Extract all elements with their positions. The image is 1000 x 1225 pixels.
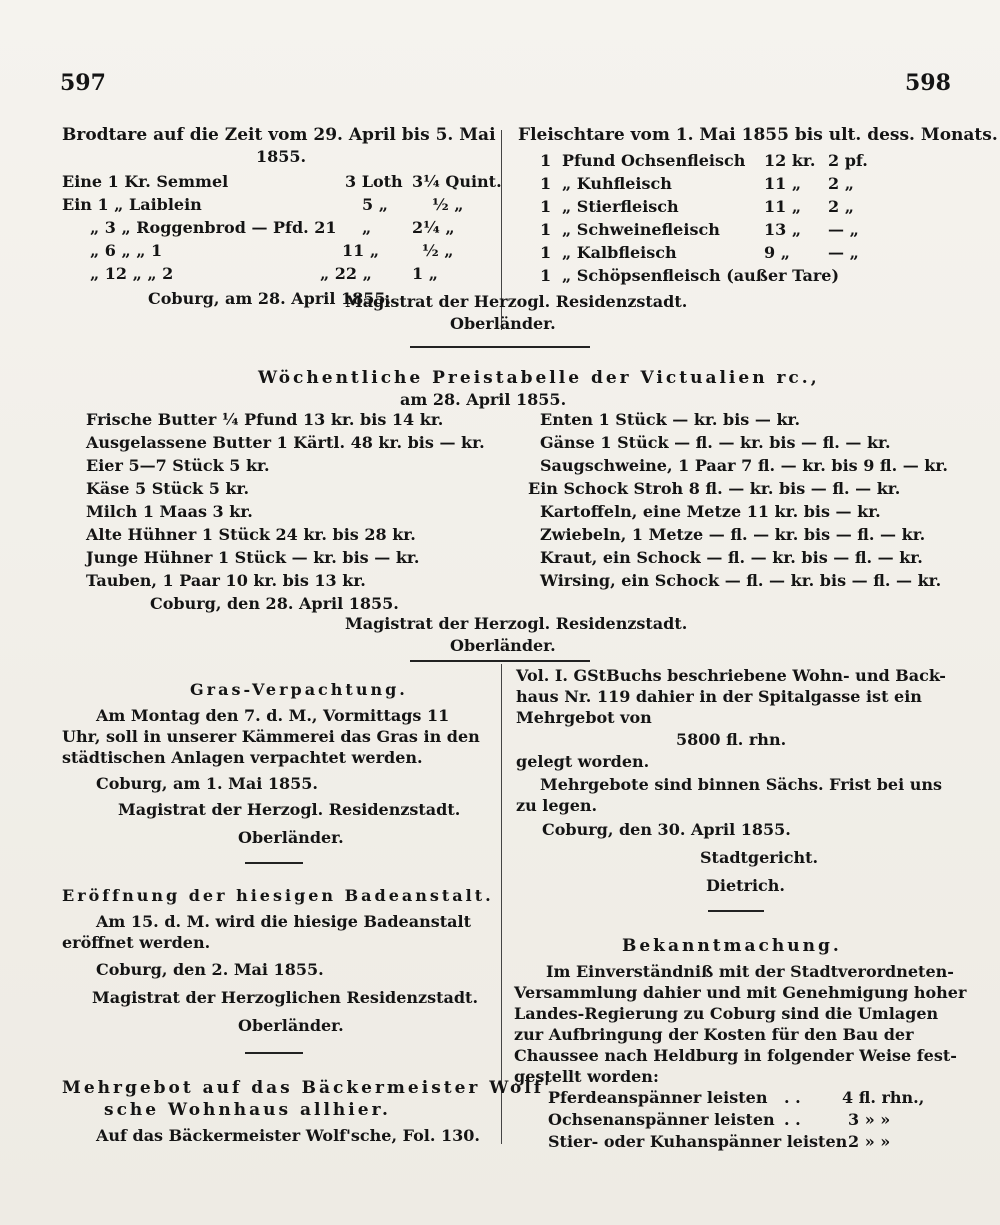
signature-authority: Magistrat der Herzogl. Residenzstadt. [345, 292, 688, 311]
price-item-right: Saugschweine, 1 Paar 7 fl. — kr. bis 9 fl. — kr. [540, 456, 948, 475]
badeanstalt-place-date: Coburg, den 2. Mai 1855. [96, 960, 324, 979]
price-item-left: Eier 5—7 Stück 5 kr. [86, 456, 270, 475]
gras-body-line: Am Montag den 7. d. M., Vormittags 11 [96, 706, 450, 725]
price-item-right: Kraut, ein Schock — fl. — kr. bis — fl. — kr. [540, 548, 923, 567]
page-number-right: 598 [905, 70, 951, 96]
price-item-right: Ein Schock Stroh 8 fl. — kr. bis — fl. — kr. [528, 479, 901, 498]
separator-dash [245, 1052, 303, 1054]
signature-name: Oberländer. [450, 636, 556, 655]
mehrgebot-title-line2: sche Wohnhaus allhier. [104, 1100, 391, 1120]
mehrgebot-name: Dietrich. [706, 876, 785, 895]
gras-title: Gras-Verpachtung. [190, 680, 408, 699]
mehrgebot-body-start: Auf das Bäckermeister Wolf'sche, Fol. 130. [96, 1126, 480, 1145]
section-rule [410, 660, 590, 662]
signature-authority: Magistrat der Herzogl. Residenzstadt. [345, 614, 688, 633]
preistabelle-place-date: Coburg, den 28. April 1855. [150, 594, 399, 613]
gras-authority: Magistrat der Herzogl. Residenzstadt. [118, 800, 461, 819]
price-item-left: Milch 1 Maas 3 kr. [86, 502, 253, 521]
price-item-right: Kartoffeln, eine Metze 11 kr. bis — kr. [540, 502, 881, 521]
mehrgebot-cont-line: haus Nr. 119 dahier in der Spitalgasse ist ein [516, 687, 922, 706]
section-rule [410, 346, 590, 348]
bekanntmachung-body-line: Chaussee nach Heldburg in folgender Weise fest- [514, 1046, 957, 1065]
bekanntmachung-body-line: Im Einverständniß mit der Stadtverordneten- [546, 962, 954, 981]
preistabelle-title: Wöchentliche Preistabelle der Victualien rc., [258, 368, 820, 388]
fleischtare-title: Fleischtare vom 1. Mai 1855 bis ult. dess. Monats. [518, 125, 998, 145]
column-divider-lower [501, 664, 502, 1144]
price-item-right: Zwiebeln, 1 Metze — fl. — kr. bis — fl. — kr. [540, 525, 926, 544]
mehrgebot-cont-line: Mehrgebote sind binnen Sächs. Frist bei uns [540, 775, 942, 794]
bekanntmachung-body-line: Versammlung dahier und mit Genehmigung hoher [514, 983, 967, 1002]
price-item-right: Enten 1 Stück — kr. bis — kr. [540, 410, 801, 429]
mehrgebot-cont-line: gelegt worden. [516, 752, 650, 771]
price-item-left: Frische Butter ¼ Pfund 13 kr. bis 14 kr. [86, 410, 444, 429]
price-item-left: Alte Hühner 1 Stück 24 kr. bis 28 kr. [86, 525, 416, 544]
badeanstalt-body-line: eröffnet werden. [62, 933, 211, 952]
brodtare-place-date: Coburg, am 28. April 1855. [148, 289, 392, 308]
price-item-right: Gänse 1 Stück — fl. — kr. bis — fl. — kr. [540, 433, 891, 452]
bekanntmachung-title: Bekanntmachung. [622, 936, 842, 956]
signature-name: Oberländer. [450, 314, 556, 333]
price-item-left: Ausgelassene Butter 1 Kärtl. 48 kr. bis — kr. [86, 433, 485, 452]
mehrgebot-cont-line: Mehrgebot von [516, 708, 652, 727]
bekanntmachung-body-line: Landes-Regierung zu Coburg sind die Umlagen [514, 1004, 939, 1023]
newspaper-page: 597 598 Brodtare auf die Zeit vom 29. April bis 5. Mai 1855. Eine 1 Kr. Semmel 3 Loth 3¼ Quint. Ein 1 „ Laiblein 5 „ ½ „ „ 3 „ Roggenbrod — Pfd. 21 „ 2¼ „ „ 6 „ „ 1 11 „ ½ „ „ 12 „ „ 2 „ 22 „ 1 „ Coburg, am 28. April 1855. Fleischtare vom 1. Mai 1855 bis ult. dess. Monats. 1 Pfund Ochsenfleisch 12 kr. 2 pf. 1 „ Kuhfleisch 11 „ 2 „ 1 „ Stierfleisch 11 „ 2 „ 1 „ Schweinefleisch 13 „ — „ 1 „ Kalbfleisch 9 „ — „ 1 „ Schöpsenfleisch (außer Tare) Magistrat der Herzogl. Residenzstadt. Oberländer. Wöchentliche Preistabelle der Victualien rc., am 28. April 1855. Frische Butter ¼ Pfund 13 kr. bis 14 kr. Ausgelassene Butter 1 Kärtl. 48 kr. bis — kr. Eier 5—7 Stück 5 kr. Käse 5 Stück 5 kr. Milch 1 Maas 3 kr. Alte Hühner 1 Stück 24 kr. bis 28 kr. Junge Hühner 1 Stück — kr. bis — kr. Tauben, 1 Paar 10 kr. bis 13 kr. Enten 1 Stück — kr. bis — kr. Gänse 1 Stück — fl. — kr. bis — fl. — kr. Saugschweine, 1 Paar 7 fl. — kr. bis 9 fl. — kr. Ein Schock Stroh 8 fl. — kr. bis — fl. — kr. Kartoffeln, eine Metze 11 kr. bis — kr. Zwiebeln, 1 Metze — fl. — kr. bis — fl. — kr. Kraut, ein Schock — fl. — kr. bis — fl. — kr. Wirsing, ein Schock — fl. — kr. bis — fl. — kr. Coburg, den 28. April 1855. Magistrat der Herzogl. Residenzstadt. Oberländer. Gras-Verpachtung. Am Montag den 7. d. M., Vormittags 11 Uhr, soll in unserer Kämmerei das Gras in den städtischen Anlagen verpachtet werden. Coburg, am 1. Mai 1855. Magistrat der Herzogl. Residenzstadt. Oberländer. Eröffnung der hiesigen Badeanstalt. Am 15. d. M. wird die hiesige Badeanstalt eröffnet werden. Coburg, den 2. Mai 1855. Magistrat der Herzoglichen Residenzstadt. Oberländer. Mehrgebot auf das Bäckermeister Wolf' sche Wohnhaus allhier. Auf das Bäckermeister Wolf'sche, Fol. 130. Vol. I. GStBuchs beschriebene Wohn- und Back- haus Nr. 119 dahier in der Spitalgasse ist ein Mehrgebot von 5800 fl. rhn. gelegt worden. Mehrgebote sind binnen Sächs. Frist bei uns zu legen. Coburg, den 30. April 1855. Stadtgericht. Dietrich. Bekanntmachung. Im Einverständniß mit der Stadtverordneten- Versammlung dahier und mit Genehmigung hoher Landes-Regierung zu Coburg sind die Umlagen zur Aufbringung der Kosten für den Bau der Chaussee nach Heldburg in folgender Weise fest- gestellt worden: Pferdeanspänner leisten . . 4 fl. rhn., Ochsenanspänner leisten . . 3 » » Stier- oder Kuhanspänner leisten 2 » » [0, 0, 1000, 1225]
mehrgebot-cont-line: zu legen. [516, 796, 598, 815]
gras-place-date: Coburg, am 1. Mai 1855. [96, 774, 318, 793]
separator-dash [245, 862, 303, 864]
bekanntmachung-body-line: zur Aufbringung der Kosten für den Bau der [514, 1025, 914, 1044]
mehrgebot-authority: Stadtgericht. [700, 848, 819, 867]
gras-name: Oberländer. [238, 828, 344, 847]
separator-dash [708, 910, 764, 912]
mehrgebot-title: Mehrgebot auf das Bäckermeister Wolf' [62, 1078, 553, 1098]
price-item-left: Tauben, 1 Paar 10 kr. bis 13 kr. [86, 571, 366, 590]
price-item-left: Junge Hühner 1 Stück — kr. bis — kr. [86, 548, 420, 567]
badeanstalt-authority: Magistrat der Herzoglichen Residenzstadt. [92, 988, 479, 1007]
badeanstalt-body-line: Am 15. d. M. wird die hiesige Badeanstalt [96, 912, 471, 931]
badeanstalt-name: Oberländer. [238, 1016, 344, 1035]
badeanstalt-title: Eröffnung der hiesigen Badeanstalt. [62, 886, 494, 905]
brodtare-title-year: 1855. [256, 147, 307, 166]
bekanntmachung-body-line: gestellt worden: [514, 1067, 659, 1086]
preistabelle-date: am 28. April 1855. [400, 390, 567, 409]
price-item-right: Wirsing, ein Schock — fl. — kr. bis — fl. — kr. [540, 571, 942, 590]
gras-body-line: städtischen Anlagen verpachtet werden. [62, 748, 423, 767]
mehrgebot-cont-line: Vol. I. GStBuchs beschriebene Wohn- und Back- [516, 666, 946, 685]
price-item-left: Käse 5 Stück 5 kr. [86, 479, 250, 498]
mehrgebot-amount: 5800 fl. rhn. [676, 730, 787, 749]
mehrgebot-place-date: Coburg, den 30. April 1855. [542, 820, 791, 839]
gras-body-line: Uhr, soll in unserer Kämmerei das Gras in den [62, 727, 480, 746]
brodtare-title: Brodtare auf die Zeit vom 29. April bis 5. Mai [62, 125, 496, 145]
page-number-left: 597 [60, 70, 106, 96]
